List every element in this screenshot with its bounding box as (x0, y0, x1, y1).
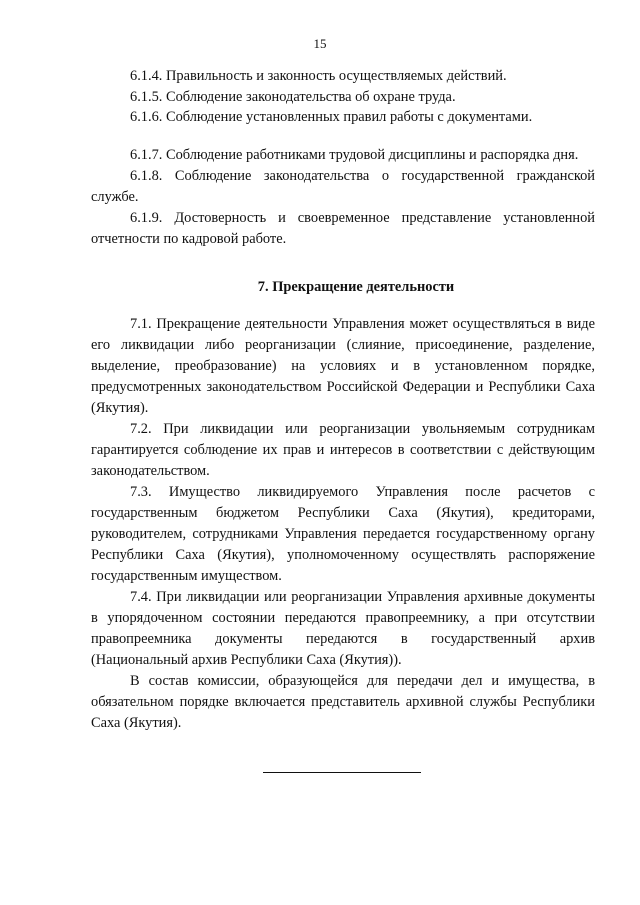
item-6-1-7: 6.1.7. Соблюдение работниками трудовой дисциплины и распорядка дня. (130, 147, 579, 163)
section-6-items-group-2 (91, 145, 595, 250)
item-6-1-5: 6.1.5. Соблюдение законодательства об охране труда. (130, 88, 456, 105)
item-6-1-4: 6.1.4. Правильность и законность осуществляемых действий. (130, 68, 507, 84)
paragraph-7-3: 7.3. Имущество ликвидируемого Управления после расчетов с государственным бюджетом Республики Саха (Якутия), кредиторами, руководителем, сотрудниками Управления передается государственному органу Республики Саха (Якутия), уполномоченному осуществлять распоряжение государственным имуществом. (91, 484, 595, 584)
section-heading: 7. Прекращение деятельности (257, 279, 455, 295)
paragraph-7-1: 7.1. Прекращение деятельности Управления может осуществляться в виде его ликвидации либо реорганизации (слияние, присоединение, разделение, выделение, преобразование) на условиях и в установленном порядке, предусмотренных законодательством Российской Федерации и Республики Саха (Якутия). (91, 316, 595, 416)
section-6-items-group-1 (91, 66, 595, 128)
paragraph-7-2: 7.2. При ликвидации или реорганизации увольняемым сотрудникам гарантируется соблюдение их прав и интересов в соответствии с действующим законодательством. (91, 421, 595, 479)
section-7-body (91, 314, 595, 734)
closing-divider-line (263, 772, 421, 773)
page-number: 15 (313, 36, 327, 51)
item-6-1-8: 6.1.8. Соблюдение законодательства о государственной гражданской службе. (91, 168, 595, 205)
paragraph-commission: В состав комиссии, образующейся для передачи дел и имущества, в обязательном порядке включается представитель архивной службы Республики Саха (Якутия). (91, 673, 595, 731)
paragraph-7-4: 7.4. При ликвидации или реорганизации Управления архивные документы в упорядоченном состоянии передаются правопреемнику, а при отсутствии правопреемника документы передаются в государственный архив (Национальный архив Республики Саха (Якутия)). (91, 589, 595, 668)
section-7-heading-block (91, 276, 595, 298)
item-6-1-9: 6.1.9. Достоверность и своевременное представление установленной отчетности по кадровой работе. (91, 210, 595, 247)
item-6-1-6: 6.1.6. Соблюдение установленных правил работы с документами. (130, 109, 533, 125)
